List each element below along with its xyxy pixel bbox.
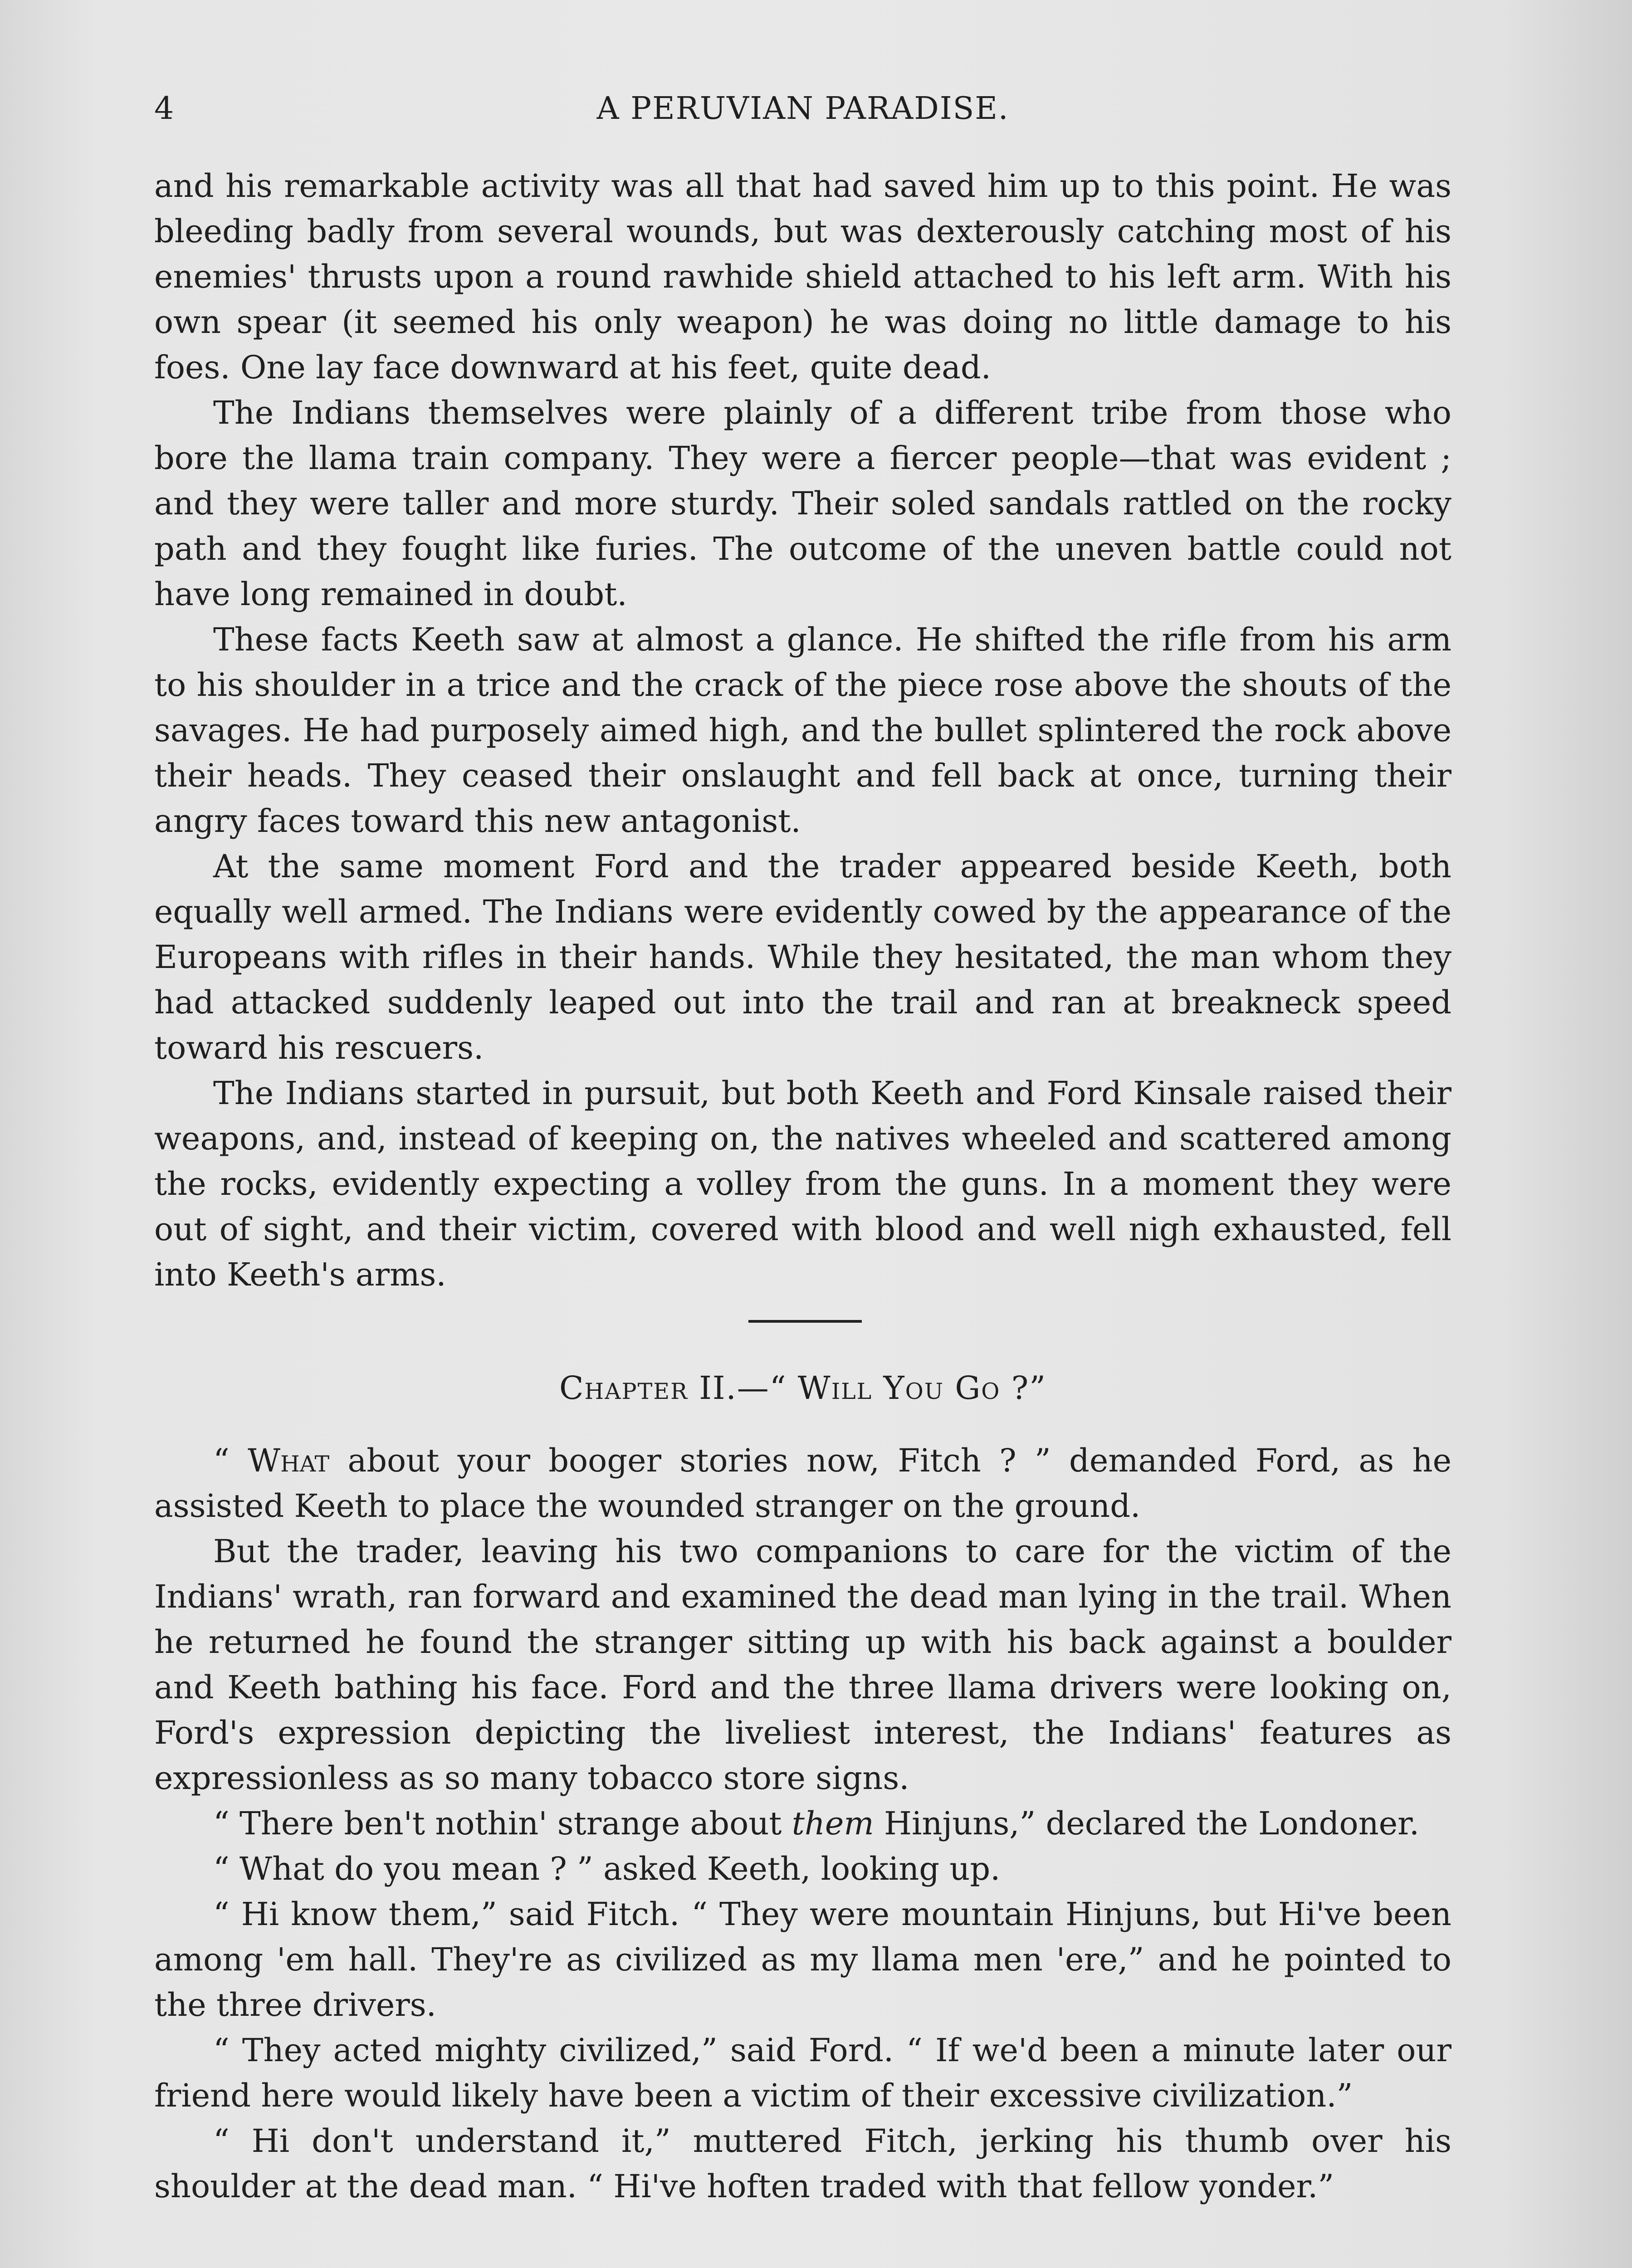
- paragraph: [154, 1438, 1451, 1529]
- paragraph: These facts Keeth saw at almost a glance. He shifted the rifle from his arm to his shoulder in a trice and the crack of the piece rose above the shouts of the savages. He had purposely aimed high, and the bullet splintered the rock above their heads. They ceased their onslaught and fell back at once, turning their angry faces toward this new antagonist.: [154, 621, 1451, 840]
- running-title: A PERUVIAN PARADISE.: [596, 91, 1009, 127]
- paragraph: The Indians started in pursuit, but both Keeth and Ford Kinsale raised their weapons, and, instead of keeping on, the natives wheeled and scattered among the rocks, evidently expecting a volley from the guns. In a moment they were out of sight, and their victim, covered with blood and well nigh exhausted, fell into Keeth's arms.: [154, 1075, 1451, 1293]
- paragraph: “ They acted mighty civilized,” said Ford. “ If we'd been a minute later our friend here would likely have been a victim of their excessive civilization.”: [154, 2032, 1451, 2114]
- body-text: [154, 163, 1451, 2209]
- paragraph: and his remarkable activity was all that had saved him up to this point. He was bleeding badly from several wounds, but was dexterously catching most of his enemies' thrusts upon a round rawhide shield attached to his left arm. With his own spear (it seemed his only weapon) he was doing no little damage to his foes. One lay face downward at his feet, quite dead.: [154, 167, 1451, 386]
- paragraph: “ Hi don't understand it,” muttered Fitch, jerking his thumb over his shoulder at the dead man. “ Hi've hoften traded with that fellow yonder.”: [154, 2122, 1451, 2205]
- paragraph-text: “ There ben't nothin' strange about: [213, 1805, 792, 1842]
- paragraph-text: about your booger stories now, Fitch ? ” demanded Ford, as he assisted Keeth to place the wounded stranger on the ground.: [154, 1442, 1451, 1525]
- page-header: [154, 86, 1451, 136]
- section-break: [154, 1297, 1451, 1365]
- lead-words: “ What: [213, 1442, 330, 1479]
- chapter-heading: Chapter II.—“ Will You Go ?”: [559, 1369, 1047, 1407]
- paragraph: “ What do you mean ? ” asked Keeth, looking up.: [213, 1850, 1001, 1887]
- paragraph: At the same moment Ford and the trader appeared beside Keeth, both equally well armed. The Indians were evidently cowed by the appearance of the Europeans with rifles in their hands. While they hesitated, the man whom they had attacked suddenly leaped out into the trail and ran at breakneck speed toward his rescuers.: [154, 848, 1451, 1066]
- emphasis-text: them: [792, 1805, 874, 1842]
- paragraph: “ Hi know them,” said Fitch. “ They were mountain Hinjuns, but Hi've been among 'em hall. They're as civilized as my llama men 'ere,” and he pointed to the three drivers.: [154, 1896, 1451, 2024]
- paragraph: The Indians themselves were plainly of a different tribe from those who bore the llama train company. They were a fiercer people—that was evident ; and they were taller and more sturdy. Their soled sandals rattled on the rocky path and they fought like furies. The outcome of the uneven battle could not have long remained in doubt.: [154, 394, 1451, 613]
- section-rule: [748, 1320, 862, 1323]
- paragraph: [154, 1801, 1451, 1846]
- paragraph-text: Hinjuns,” declared the Londoner.: [874, 1805, 1420, 1842]
- paragraph: But the trader, leaving his two companions to care for the victim of the Indians' wrath, ran forward and examined the dead man lying in the trail. When he returned he found the stranger sitting up with his back against a boulder and Keeth bathing his face. Ford and the three llama drivers were looking on, Ford's expression depicting the liveliest interest, the Indians' features as expressionless as so many tobacco store signs.: [154, 1533, 1451, 1797]
- page-number: 4: [154, 91, 174, 127]
